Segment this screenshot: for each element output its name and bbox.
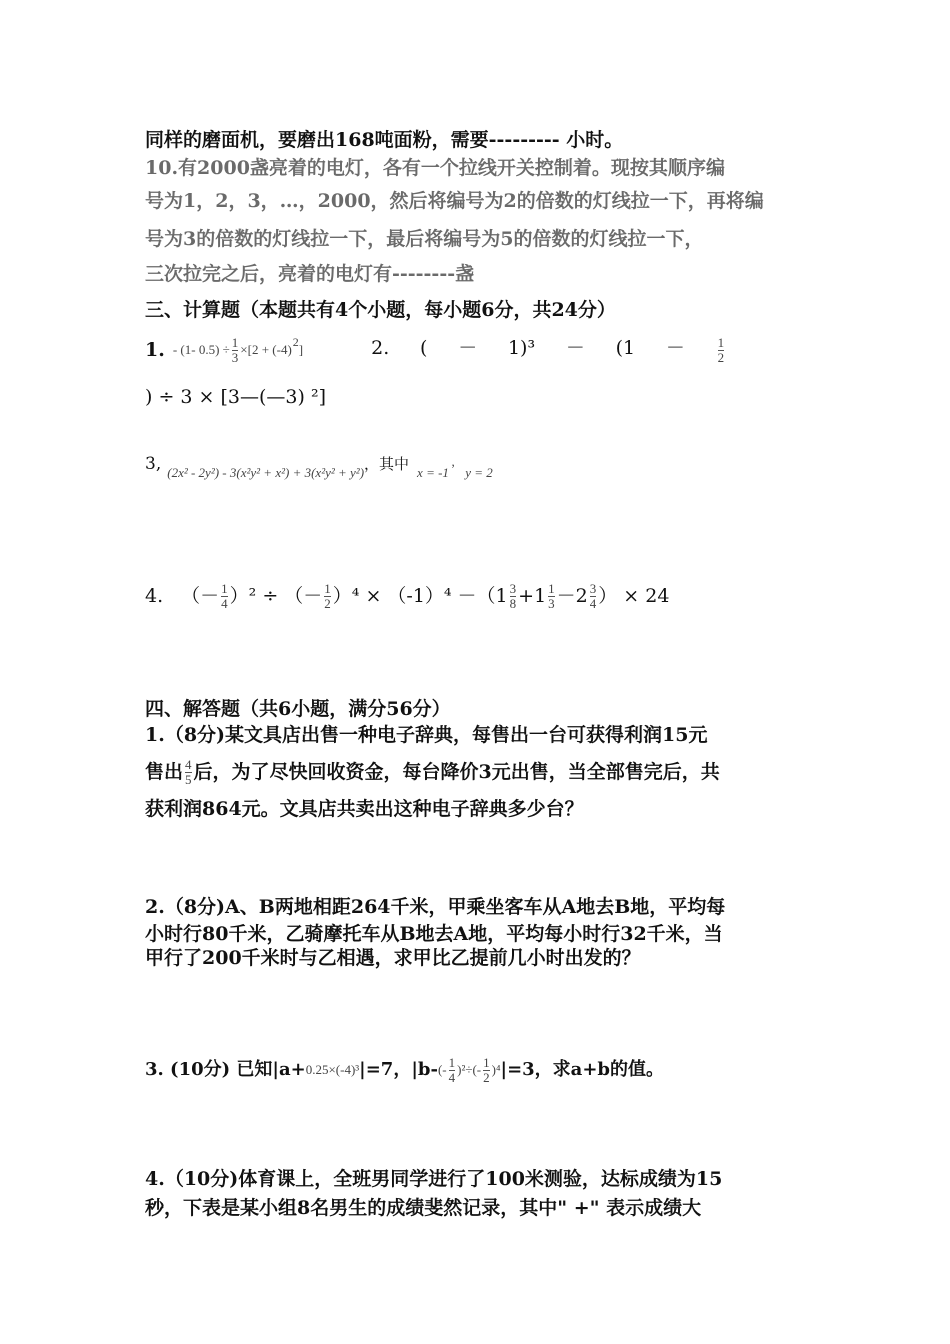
section-3-heading: 三、计算题（本题共有4个小题，每小题6分，共24分） [145, 299, 616, 321]
question-10-line-2: 号为1，2，3，…，2000，然后将编号为2的倍数的灯线拉一下，再将编 [145, 190, 764, 212]
calc-4-label: 4. [145, 585, 164, 607]
calc-4-frac-1-2: $\frac{1}{2}$ [324, 580, 331, 611]
answer-3: 3. (10分) 已知|a+ 0.25×(-4)³ |=7，|b- (- $\frac{1}{4}$ )²÷(- $\frac{1}{2}$ )⁴ |=3，求a+b的值。 [145, 1054, 665, 1085]
calc-3-x: x = -1 [417, 465, 449, 480]
answer-1-line-3: 获利润864元。文具店共卖出这种电子辞典多少台？ [145, 798, 584, 820]
calc-3-y: y = 2 [465, 465, 493, 480]
calc-2-expr: 2. ( － 1)³ － (1 － $\frac{1}{2}$ [371, 334, 725, 365]
question-10-line-4: 三次拉完之后，亮着的电灯有--------盏 [145, 263, 475, 285]
calc-1-fraction: $\frac{1}{3}$ [231, 334, 239, 365]
calc-4-frac-3-8: $\frac{3}{8}$ [509, 580, 517, 611]
answer-3-frac-1-4: $\frac{1}{4}$ [448, 1054, 456, 1085]
calc-1-expr-c: ] [298, 342, 304, 357]
calc-problem-3: 3, (2x² - 2y²) - 3(x²y² + x²) + 3(x²y² + y²) ，其中 x = -1 ’ y = 2 [145, 452, 493, 477]
calc-1-expr-a: - (1- 0.5) ÷ [172, 342, 230, 357]
question-10-line-1: 10.有2000盏亮着的电灯，各有一个拉线开关控制着。现按其顺序编 [145, 157, 725, 179]
answer-3-frac-1-2: $\frac{1}{2}$ [483, 1054, 490, 1085]
answer-4-line-2: 秒，下表是某小组8名男生的成绩斐然记录，其中" +" 表示成绩大 [145, 1197, 702, 1219]
calc-1-label: 1. [145, 339, 165, 361]
calc-problem-4: 4. （－ $\frac{1}{4}$ ）² ÷ （－ $\frac{1}{2}$ ）⁴ × （-1）⁴ －（1 $\frac{3}{8}$ +1 $\frac{1}{3}$ －2 $\frac{3}{4}$ ） × 24 [145, 580, 670, 611]
answer-2-line-3: 甲行了200千米时与乙相遇，求甲比乙提前几小时出发的？ [145, 947, 641, 969]
calc-3-where: ，其中 [364, 455, 410, 473]
answer-2-line-1: 2.（8分)A、B两地相距264千米，甲乘坐客车从A地去B地，平均每 [145, 896, 726, 918]
answer-2-line-2: 小时行80千米，乙骑摩托车从B地去A地，平均每小时行32千米，当 [145, 923, 723, 945]
calc-3-expr: (2x² - 2y²) - 3(x²y² + x²) + 3(x²y² + y²) [167, 465, 365, 480]
answer-4-line-1: 4.（10分)体育课上，全班男同学进行了100米测验，达标成绩为15 [145, 1168, 723, 1190]
answer-1-frac-4-5: $\frac{4}{5}$ [185, 756, 192, 787]
answer-1-line-2: 售出 $\frac{4}{5}$ 后，为了尽快回收资金，每台降价3元出售，当全部售完后，共 [145, 756, 720, 787]
section-4-heading: 四、解答题（共6小题，满分56分） [145, 698, 451, 720]
calc-4-frac-3-4: $\frac{3}{4}$ [589, 580, 597, 611]
calc-3-label: 3, [145, 454, 162, 474]
calc-4-frac-1-3: $\frac{1}{3}$ [548, 580, 555, 611]
calc-2-fraction: $\frac{1}{2}$ [717, 334, 725, 365]
answer-1-line-1: 1.（8分)某文具店出售一种电子辞典，每售出一台可获得利润15元 [145, 724, 708, 746]
question-10-line-3: 号为3的倍数的灯线拉一下，最后将编号为5的倍数的灯线拉一下， [145, 228, 704, 250]
fill-in-question-9-tail: 同样的磨面机，要磨出168吨面粉，需要--------- 小时。 [145, 129, 624, 151]
calc-4-frac-1-4: $\frac{1}{4}$ [221, 580, 228, 611]
calc-2-continuation: ) ÷ 3 × [3—(—3) ²] [145, 386, 326, 408]
answer-3-expr-a: 0.25×(-4)³ [305, 1062, 360, 1077]
calc-problem-1-2: 1. - (1- 0.5) ÷ $\frac{1}{3}$ ×[2 + (-4) 2 ] 2. ( － 1)³ － (1 － $\frac{1}{2}$ [145, 334, 725, 365]
calc-1-expr-b: ×[2 + (-4) [240, 342, 292, 357]
